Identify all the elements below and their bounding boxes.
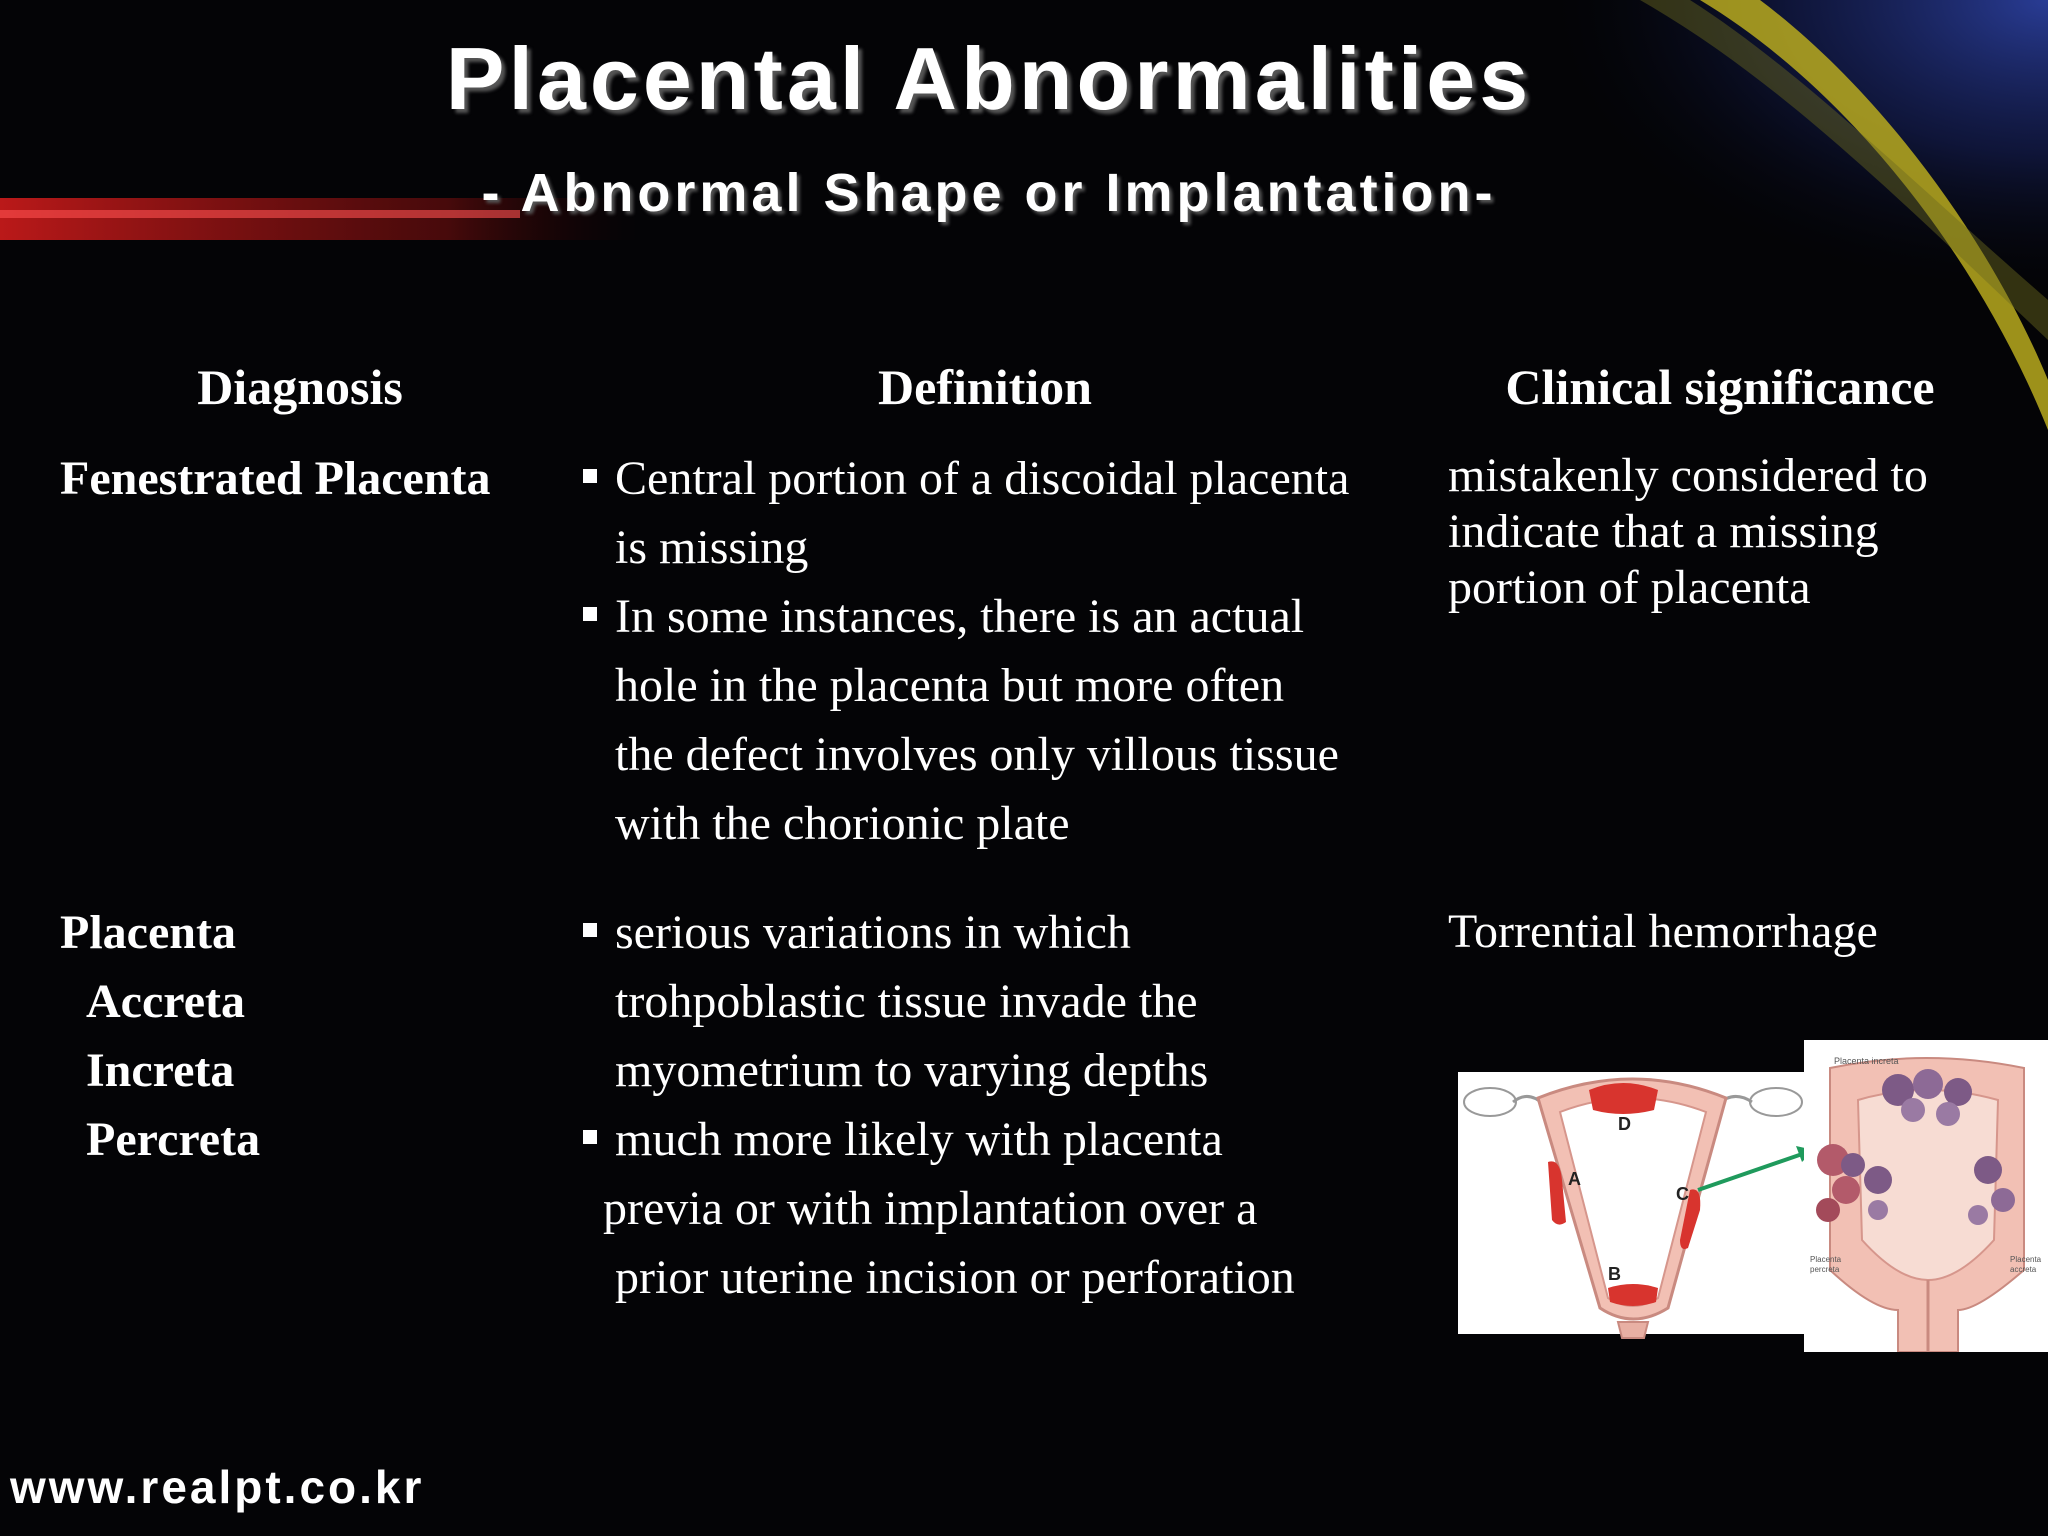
diagnosis-line: Accreta [86,975,245,1028]
column-header-clinical: Clinical significance [1505,359,1935,415]
bullet-square-icon [583,1130,597,1144]
bullet-square-icon [583,607,597,621]
figure-label-percreta: percreta [1810,1265,1840,1274]
slide-subtitle: - Abnormal Shape or Implantation- [481,163,1497,223]
clinical-fenestrated: mistakenly considered to indicate that a missing portion of placenta [1448,449,1928,614]
figure-label-c: C [1676,1184,1689,1204]
figure-label-d: D [1618,1114,1631,1134]
slide-title: Placental Abnormalities [445,29,1533,128]
figure-label-percreta: Placenta [1810,1255,1842,1264]
bullet-item: much more likely with placenta previa or with implantation over a prior uterine incision or perforation [575,1105,1425,1312]
footer-url: www.realpt.co.kr [10,1461,425,1513]
bullet-item: serious variations in which trohpoblastic tissue invade the myometrium to varying depths [575,898,1425,1105]
diagnosis-fenestrated [60,444,491,513]
diagnosis-accreta-group [60,898,260,1174]
placenta-implantation-figure [1458,1040,2048,1352]
clinical-accreta: Torrential hemorrhage [1448,905,1878,958]
column-header-diagnosis: Diagnosis [197,359,403,415]
diagnosis-line: Increta [86,1044,235,1097]
bullet-square-icon [583,469,597,483]
bullet-item: In some instances, there is an actual hole in the placenta but more often the defect involves only villous tissue with the chorionic plate [575,582,1425,858]
bullet-item: Central portion of a discoidal placenta is missing [575,444,1425,582]
figure-label-b: B [1608,1264,1621,1284]
figure-label-accreta: Placenta [2010,1255,2042,1264]
diagnosis-line: Fenestrated Placenta [60,452,491,505]
figure-label-accreta: accreta [2010,1265,2037,1274]
figure-label-increta: Placenta increta [1834,1056,1899,1066]
column-header-definition: Definition [878,359,1092,415]
figure-label-a: A [1568,1169,1581,1189]
definition-fenestrated [575,444,1425,858]
diagnosis-line: Percreta [86,1113,261,1166]
definition-accreta [575,898,1425,1312]
diagnosis-line: Placenta [60,906,236,959]
bullet-square-icon [583,923,597,937]
